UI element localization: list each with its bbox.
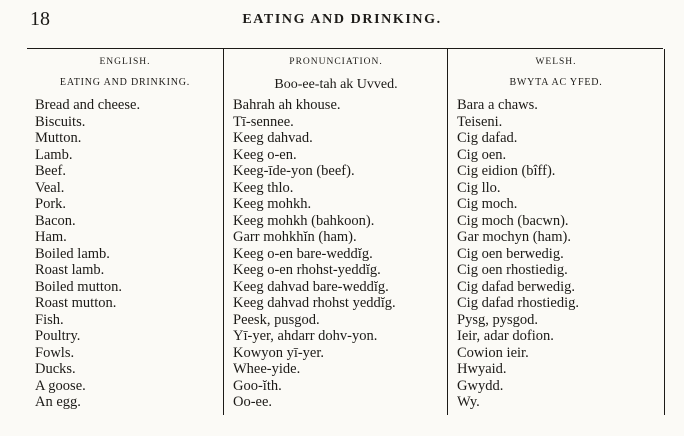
- english-row: Fish.: [35, 311, 64, 328]
- welsh-row: Gar mochyn (ham).: [457, 229, 571, 245]
- pronunciation-column: [223, 49, 448, 415]
- pronunciation-row: Whee-yide.: [233, 361, 301, 377]
- welsh-row: Cig oen.: [457, 146, 507, 163]
- english-row: Boiled mutton.: [35, 278, 122, 295]
- pronunciation-row: Oo-ee.: [233, 394, 273, 410]
- welsh-row: Bara a chaws.: [457, 97, 538, 113]
- english-row: Ham.: [35, 229, 67, 245]
- english-row: Biscuits.: [35, 113, 86, 130]
- pronunciation-row: Keeg mohkh.: [233, 196, 312, 212]
- english-row: A goose.: [35, 377, 86, 394]
- pronunciation-row: Keeg thlo.: [233, 179, 294, 196]
- welsh-row: Teiseni.: [457, 113, 503, 130]
- welsh-row: Gwydd.: [457, 377, 504, 394]
- welsh-row: Cig moch (bacwn).: [457, 212, 569, 229]
- pronunciation-row: Bahrah ah khouse.: [233, 97, 341, 113]
- pronunciation-row: Keeg dahvad.: [233, 130, 313, 146]
- welsh-row: Ieir, adar dofion.: [457, 328, 554, 344]
- pronunciation-row: Keeg o-en bare-weddĭg.: [233, 245, 373, 262]
- running-head: EATING AND DRINKING.: [242, 12, 442, 27]
- welsh-row: Cig dafad berwedig.: [457, 278, 575, 295]
- welsh-row: Cig oen berwedig.: [457, 245, 564, 262]
- pronunciation-rows: [224, 97, 448, 411]
- english-column-header: ENGLISH.: [99, 57, 151, 67]
- pronunciation-row: Keeg mohkh (bahkoon).: [233, 212, 375, 229]
- welsh-row: Wy.: [457, 394, 480, 410]
- english-row: Beef.: [35, 163, 66, 179]
- english-row: Ducks.: [35, 361, 76, 377]
- english-row: Lamb.: [35, 146, 73, 163]
- english-row: Roast lamb.: [35, 262, 105, 278]
- pronunciation-row: Keeg dahvad bare-weddĭg.: [233, 278, 389, 295]
- pronunciation-column-header: PRONUNCIATION.: [289, 57, 383, 67]
- welsh-column-header: WELSH.: [535, 57, 577, 67]
- english-row: Poultry.: [35, 328, 81, 344]
- english-row: An egg.: [35, 394, 81, 410]
- welsh-column: [447, 49, 665, 415]
- pronunciation-row: Tī-sennee.: [233, 113, 294, 130]
- welsh-rows: [448, 97, 664, 411]
- english-row: Roast mutton.: [35, 295, 117, 311]
- welsh-row: Hwyaid.: [457, 361, 507, 377]
- welsh-column-subheader: BWYTA AC YFED.: [509, 77, 603, 88]
- pronunciation-row: Keeg o-en.: [233, 146, 297, 163]
- english-row: Bread and cheese.: [35, 97, 141, 113]
- english-row: Bacon.: [35, 212, 76, 229]
- welsh-row: Cig dafad rhostiedig.: [457, 295, 580, 311]
- page-number: 18: [30, 8, 50, 30]
- welsh-row: Cowion ieir.: [457, 344, 529, 361]
- english-rows: [27, 97, 223, 411]
- phrase-table: [27, 48, 663, 415]
- welsh-row: Pysg, pysgod.: [457, 311, 538, 328]
- pronunciation-row: Kowyon yī-yer.: [233, 344, 325, 361]
- pronunciation-row: Goo-ĭth.: [233, 377, 282, 394]
- pronunciation-row: Garr mohkhĭn (ham).: [233, 229, 357, 245]
- welsh-row: Cig dafad.: [457, 130, 518, 146]
- english-column: [27, 49, 223, 415]
- english-row: Veal.: [35, 179, 65, 196]
- pronunciation-row: Yī-yer, ahdarr dohv-yon.: [233, 328, 378, 344]
- pronunciation-row: Peesk, pusgod.: [233, 311, 320, 328]
- pronunciation-row: Keeg-īde-yon (beef).: [233, 163, 355, 179]
- welsh-row: Cig moch.: [457, 196, 518, 212]
- welsh-row: Cig oen rhostiedig.: [457, 262, 568, 278]
- pronunciation-column-subheader: Boo-ee-tah ak Uvved.: [274, 77, 398, 92]
- pronunciation-row: Keeg o-en rhohst-yeddĭg.: [233, 262, 381, 278]
- english-row: Pork.: [35, 196, 67, 212]
- english-row: Mutton.: [35, 130, 82, 146]
- welsh-row: Cig llo.: [457, 179, 501, 196]
- welsh-row: Cig eidion (bîff).: [457, 163, 556, 179]
- english-row: Fowls.: [35, 344, 75, 361]
- pronunciation-row: Keeg dahvad rhohst yeddĭg.: [233, 295, 396, 311]
- english-column-subheader: EATING AND DRINKING.: [59, 77, 191, 88]
- english-row: Boiled lamb.: [35, 245, 110, 262]
